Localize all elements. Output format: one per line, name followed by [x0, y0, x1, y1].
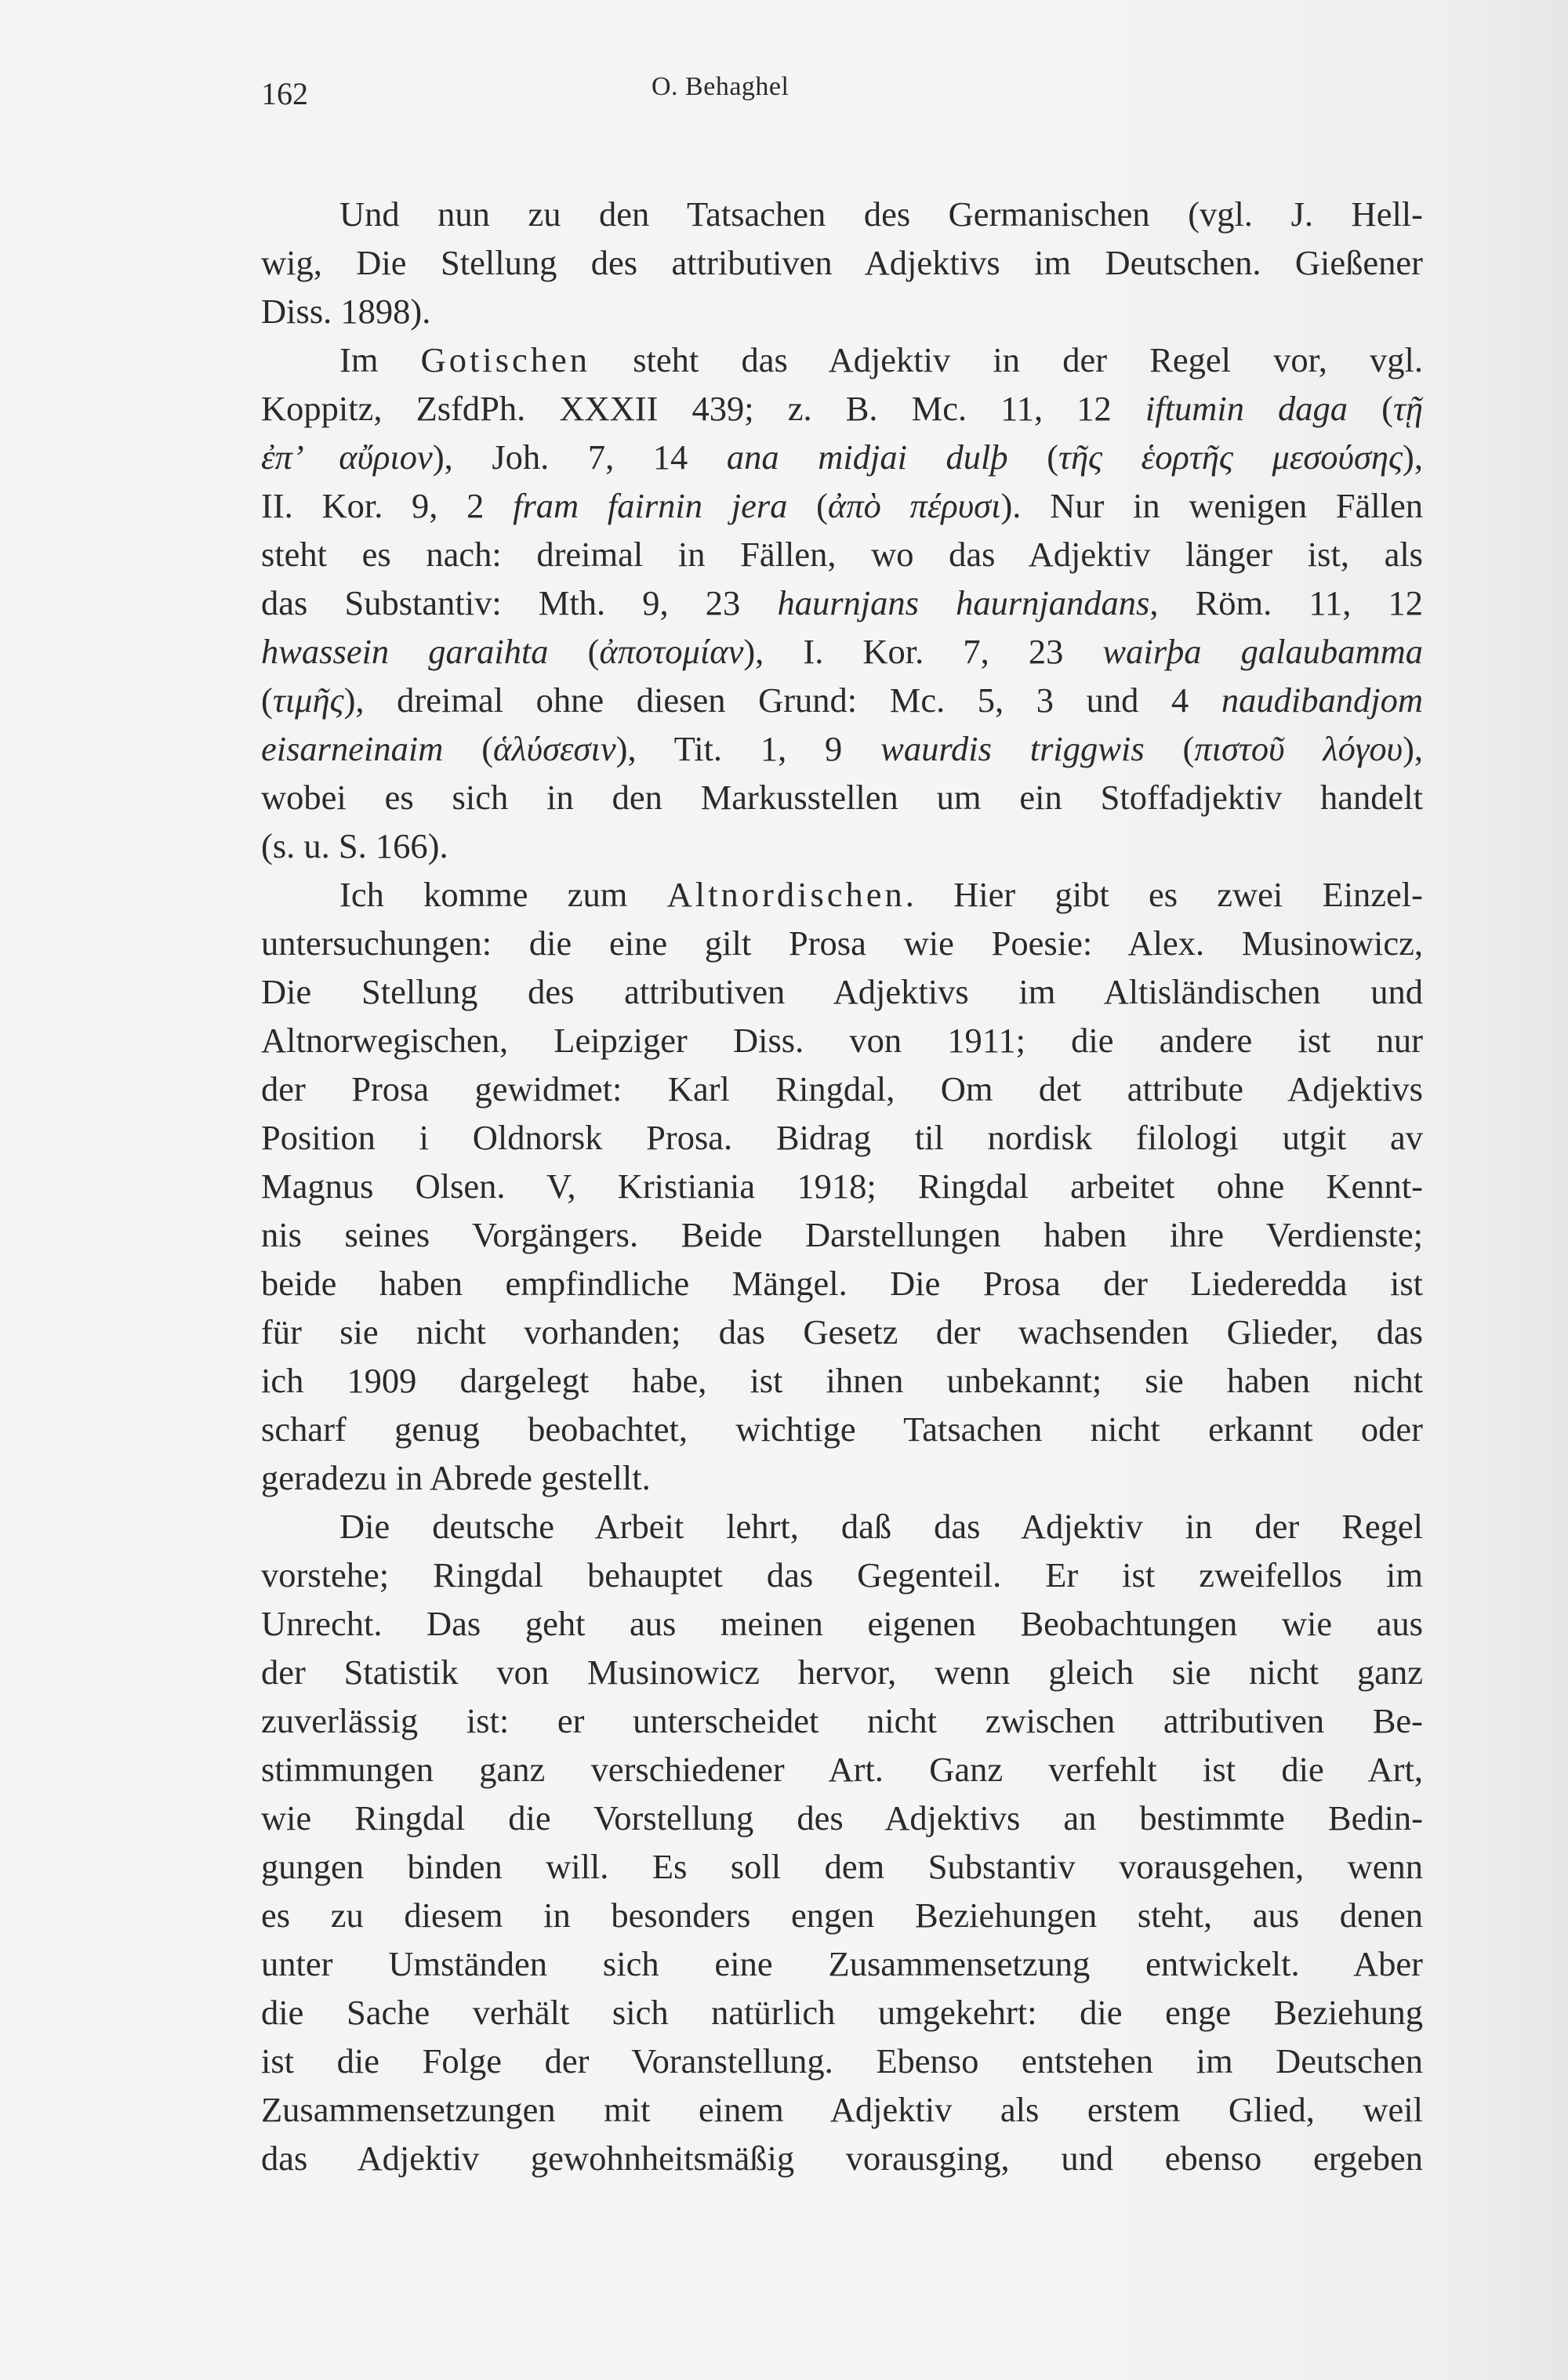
text-line	[261, 530, 1423, 579]
text-line	[261, 579, 1423, 627]
text-run: zuverlässig ist: er unterscheidet nicht zwischen attributiven Be-	[261, 1701, 1423, 1740]
text-run: Unrecht. Das geht aus meinen eigenen Beobachtungen wie aus	[261, 1604, 1423, 1643]
text-line	[261, 1939, 1423, 1988]
italic-citation: τῆς ἑορτῆς μεσούσης	[1058, 437, 1403, 477]
text-run: (	[1348, 389, 1393, 428]
text-run: ist die Folge der Voranstellung. Ebenso entstehen im Deutschen	[261, 2041, 1423, 2081]
text-run: (	[1007, 437, 1059, 477]
text-line	[261, 1405, 1423, 1453]
text-run: geradezu in Abrede gestellt.	[261, 1458, 651, 1497]
text-line	[261, 822, 1423, 870]
italic-citation: ana midjai dulþ	[726, 437, 1008, 477]
italic-citation: naudibandjom	[1221, 680, 1423, 720]
running-title-author: O. Behaghel	[652, 72, 789, 101]
text-run: ), I. Kor. 7, 23	[743, 632, 1103, 671]
italic-citation: haurnjans haurnjandans	[777, 583, 1150, 622]
italic-citation: ἀπὸ πέρυσι	[827, 486, 1001, 525]
text-line	[261, 1356, 1423, 1405]
text-run: Altnorwegischen, Leipziger Diss. von 1911; die andere ist nur	[261, 1021, 1423, 1060]
text-line	[261, 1016, 1423, 1065]
text-line	[261, 870, 1423, 919]
italic-citation: hwassein garaihta	[261, 632, 549, 671]
text-run: ),	[1403, 729, 1424, 768]
italic-citation: ἁλύσεσιν	[493, 729, 616, 768]
text-run: (	[548, 632, 600, 671]
text-line	[261, 1891, 1423, 1939]
text-run: Ich komme zum	[339, 875, 667, 914]
text-run: Zusammensetzungen mit einem Adjektiv als erstem Glied, weil	[261, 2090, 1423, 2129]
text-run: unter Umständen sich eine Zusammensetzung entwickelt. Aber	[261, 1944, 1423, 1983]
text-run: II. Kor. 9, 2	[261, 486, 514, 525]
italic-citation: waurdis triggwis	[880, 729, 1145, 768]
text-run: ), Tit. 1, 9	[615, 729, 881, 768]
italic-citation: eisarneinaim	[261, 729, 444, 768]
text-run: vorstehe; Ringdal behauptet das Gegenteil. Er ist zweifellos im	[261, 1555, 1423, 1595]
text-run: Die deutsche Arbeit lehrt, daß das Adjektiv in der Regel	[339, 1507, 1423, 1546]
paragraph	[261, 336, 1423, 870]
text-run: (	[443, 729, 494, 768]
text-line	[261, 1745, 1423, 1794]
italic-citation: wairþa galaubamma	[1102, 632, 1424, 671]
text-run: ich 1909 dargelegt habe, ist ihnen unbekannt; sie haben nicht	[261, 1361, 1423, 1400]
text-run: Magnus Olsen. V, Kristiania 1918; Ringdal arbeitet ohne Kennt-	[261, 1166, 1423, 1206]
spaced-emphasis: Gotischen	[420, 340, 591, 379]
text-run: es zu diesem in besonders engen Beziehungen steht, aus denen	[261, 1896, 1423, 1935]
paragraph	[261, 190, 1423, 336]
text-run: (	[787, 486, 828, 525]
body-text	[261, 190, 1423, 2182]
italic-citation: τῇ	[1392, 389, 1423, 428]
text-line	[261, 773, 1423, 822]
text-line	[261, 384, 1423, 433]
text-run: gungen binden will. Es soll dem Substantiv vorausgehen, wenn	[261, 1847, 1423, 1886]
text-run: Im	[339, 340, 421, 379]
page-number: 162	[261, 76, 308, 111]
text-line	[261, 1842, 1423, 1891]
text-line	[261, 2085, 1423, 2134]
text-line	[261, 2134, 1423, 2182]
running-head	[261, 72, 1423, 119]
text-run: Koppitz, ZsfdPh. XXXII 439; z. B. Mc. 11, 12	[261, 389, 1145, 428]
text-line	[261, 2037, 1423, 2085]
italic-citation: iftumin daga	[1145, 389, 1348, 428]
text-run: steht das Adjektiv in der Regel vor, vgl.	[590, 340, 1423, 379]
text-run: stimmungen ganz verschiedener Art. Ganz verfehlt ist die Art,	[261, 1750, 1423, 1789]
text-line	[261, 1453, 1423, 1502]
text-run: ), dreimal ohne diesen Grund: Mc. 5, 3 und 4	[343, 680, 1221, 720]
text-line	[261, 967, 1423, 1016]
text-run: Position i Oldnorsk Prosa. Bidrag til nordisk filologi utgit av	[261, 1118, 1423, 1157]
text-line	[261, 238, 1423, 287]
text-run: Und nun zu den Tatsachen des Germanischen (vgl. J. Hell-	[339, 194, 1423, 234]
text-line	[261, 433, 1423, 481]
text-line	[261, 1259, 1423, 1308]
text-run: das Substantiv: Mth. 9, 23	[261, 583, 778, 622]
text-run: für sie nicht vorhanden; das Gesetz der wachsenden Glieder, das	[261, 1312, 1423, 1351]
text-run: . Hier gibt es zwei Einzel-	[905, 875, 1423, 914]
italic-citation: ἀποτομίαν	[599, 632, 744, 671]
text-run: Die Stellung des attributiven Adjektivs im Altisländischen und	[261, 972, 1423, 1011]
text-run: untersuchungen: die eine gilt Prosa wie Poesie: Alex. Musinowicz,	[261, 923, 1423, 963]
text-line	[261, 1210, 1423, 1259]
paragraph	[261, 1502, 1423, 2182]
text-run: (	[1144, 729, 1195, 768]
italic-citation: ἐπ’ αὔριον	[261, 437, 433, 477]
text-line	[261, 1065, 1423, 1113]
italic-citation: πιστοῦ λόγου	[1194, 729, 1403, 768]
text-run: der Statistik von Musinowicz hervor, wenn gleich sie nicht ganz	[261, 1653, 1423, 1692]
text-run: wig, Die Stellung des attributiven Adjektivs im Deutschen. Gießener	[261, 243, 1423, 282]
text-line	[261, 1648, 1423, 1696]
text-run: ). Nur in wenigen Fällen	[1000, 486, 1423, 525]
text-line	[261, 1599, 1423, 1648]
text-line	[261, 190, 1423, 238]
text-line	[261, 1696, 1423, 1745]
text-run: der Prosa gewidmet: Karl Ringdal, Om det attribute Adjektivs	[261, 1069, 1423, 1108]
text-run: wobei es sich in den Markusstellen um ein Stoffadjektiv handelt	[261, 778, 1423, 817]
text-line	[261, 481, 1423, 530]
text-run: (s. u. S. 166).	[261, 826, 448, 865]
paragraph	[261, 870, 1423, 1502]
text-run: wie Ringdal die Vorstellung des Adjektivs an bestimmte Bedin-	[261, 1798, 1423, 1838]
text-line	[261, 627, 1423, 676]
text-run: das Adjektiv gewohnheitsmäßig vorausging, und ebenso ergeben	[261, 2139, 1423, 2178]
text-line	[261, 676, 1423, 724]
text-line	[261, 1162, 1423, 1210]
text-line	[261, 287, 1423, 336]
text-run: scharf genug beobachtet, wichtige Tatsachen nicht erkannt oder	[261, 1409, 1423, 1449]
text-line	[261, 1308, 1423, 1356]
text-line	[261, 1502, 1423, 1551]
text-run: (	[261, 680, 273, 720]
text-line	[261, 1988, 1423, 2037]
text-run: steht es nach: dreimal in Fällen, wo das Adjektiv länger ist, als	[261, 535, 1423, 574]
text-line	[261, 336, 1423, 384]
book-page	[261, 72, 1423, 2182]
text-run: nis seines Vorgängers. Beide Darstellungen haben ihre Verdienste;	[261, 1215, 1423, 1254]
text-run: , Röm. 11, 12	[1149, 583, 1423, 622]
text-line	[261, 724, 1423, 773]
text-run: die Sache verhält sich natürlich umgekehrt: die enge Beziehung	[261, 1993, 1423, 2032]
text-run: ), Joh. 7, 14	[432, 437, 727, 477]
text-line	[261, 1794, 1423, 1842]
text-line	[261, 1551, 1423, 1599]
text-line	[261, 1113, 1423, 1162]
text-run: Diss. 1898).	[261, 292, 431, 331]
text-line	[261, 919, 1423, 967]
text-run: beide haben empfindliche Mängel. Die Prosa der Liederedda ist	[261, 1264, 1423, 1303]
spaced-emphasis: Altnordischen	[666, 875, 906, 914]
text-run: ),	[1403, 437, 1423, 477]
italic-citation: τιμῆς	[272, 680, 344, 720]
italic-citation: fram fairnin jera	[513, 486, 788, 525]
